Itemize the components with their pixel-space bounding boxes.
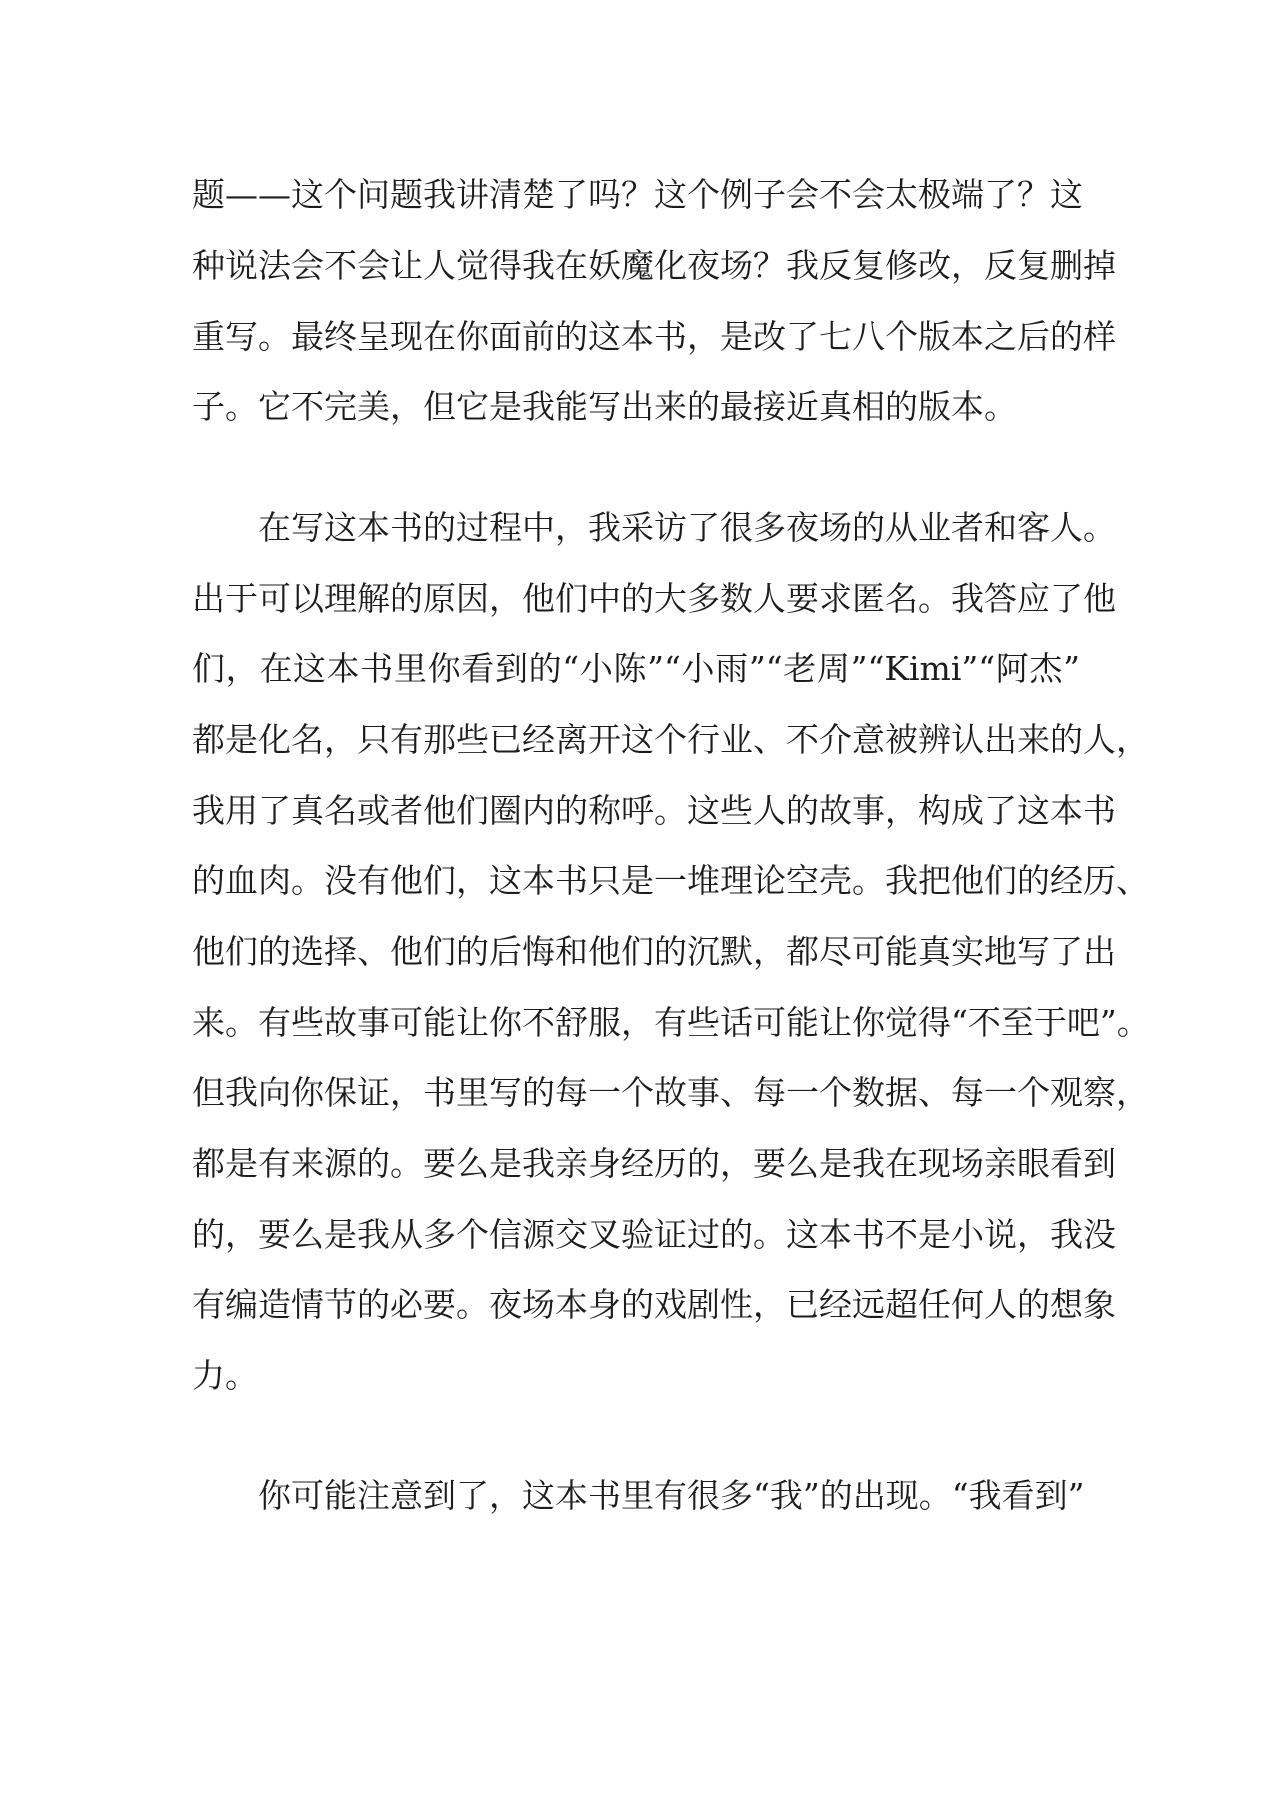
text-line: 你可能注意到了，这本书里有很多“我”的出现。“我看到” [258, 1476, 1085, 1515]
text-line: 都是化名，只有那些已经离开这个行业、不介意被辨认出来的人， [192, 720, 1149, 759]
text-line: 有编造情节的必要。夜场本身的戏剧性，已经远超任何人的想象 [192, 1285, 1116, 1324]
text-line: 他们的选择、他们的后悔和他们的沉默，都尽可能真实地写了出 [192, 932, 1116, 971]
text-line: 题——这个问题我讲清楚了吗？这个例子会不会太极端了？这 [192, 175, 1083, 214]
text-line: 但我向你保证，书里写的每一个故事、每一个数据、每一个观察， [192, 1073, 1149, 1112]
text-line: 子。它不完美，但它是我能写出来的最接近真相的版本。 [192, 387, 1017, 426]
text-line: 的，要么是我从多个信源交叉验证过的。这本书不是小说，我没 [192, 1215, 1116, 1254]
text-line: 力。 [192, 1356, 258, 1395]
text-line: 都是有来源的。要么是我亲身经历的，要么是我在现场亲眼看到 [192, 1144, 1116, 1183]
text-line: 来。有些故事可能让你不舒服，有些话可能让你觉得“不至于吧”。 [192, 1003, 1150, 1042]
text-line: 们，在这本书里你看到的“小陈”“小雨”“老周”“Kimi”“阿杰” [192, 649, 1080, 688]
text-line: 在写这本书的过程中，我采访了很多夜场的从业者和客人。 [258, 508, 1116, 547]
text-line: 种说法会不会让人觉得我在妖魔化夜场？我反复修改，反复删掉 [192, 246, 1116, 285]
text-line: 重写。最终呈现在你面前的这本书，是改了七八个版本之后的样 [192, 317, 1116, 356]
text-line: 的血肉。没有他们，这本书只是一堆理论空壳。我把他们的经历、 [192, 861, 1149, 900]
text-line: 出于可以理解的原因，他们中的大多数人要求匿名。我答应了他 [192, 579, 1116, 618]
text-line: 我用了真名或者他们圈内的称呼。这些人的故事，构成了这本书 [192, 791, 1116, 830]
